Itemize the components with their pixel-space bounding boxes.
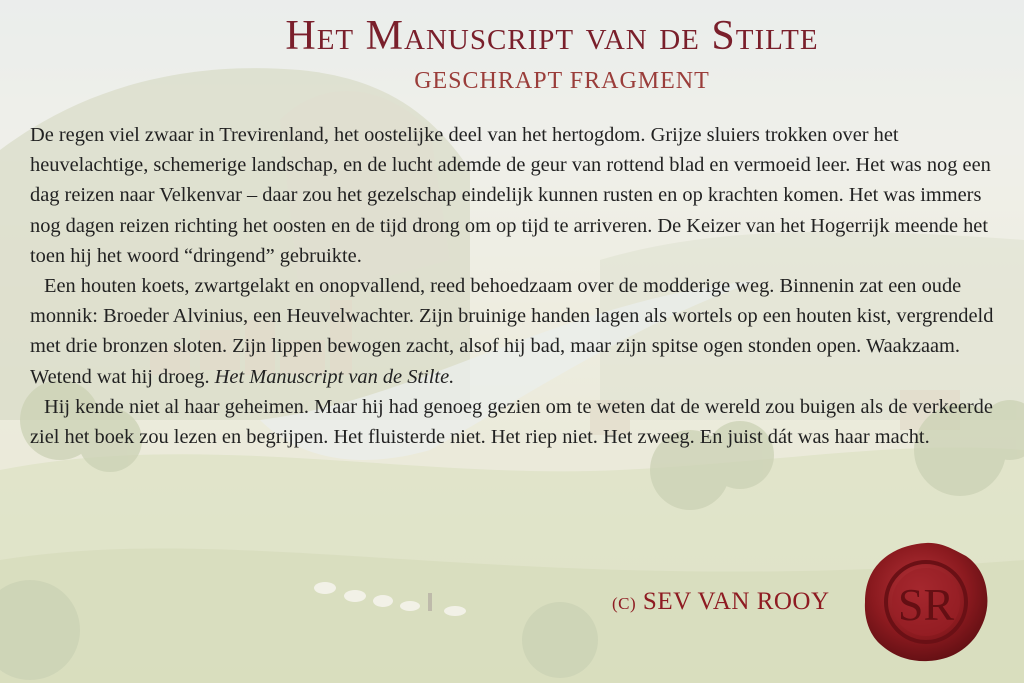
svg-text:SR: SR	[897, 579, 955, 630]
story-paragraph-2-text: Een houten koets, zwartgelakt en onopvallend, reed behoedzaam over de modderige weg. Binnenin zat een oude monnik: Broeder Alvinius, een Heuvelwachter. Zijn bruinige handen lagen als wortels op een houten kist, vergrendeld met drie bronzen sloten. Zijn lippen bewogen zacht, alsof hij bad, maar zijn spitse ogen stonden open. Waakzaam. Wetend wat hij droeg.	[30, 275, 994, 388]
author-name: SEV VAN ROOY	[642, 588, 830, 615]
copyright-symbol: (C)	[612, 594, 637, 613]
manuscript-title-reference: Het Manuscript van de Stilte.	[214, 365, 455, 388]
story-paragraph-1: De regen viel zwaar in Trevirenland, het oostelijke deel van het hertogdom. Grijze sluiers trokken over het heuvelachtige, schemerige landschap, en de lucht ademde de geur van rottend blad en vermoeid leer. Het was nog een dag reizen naar Velkenvar – daar zou het gezelschap eindelijk kunnen rusten en op krachten komen. Het was immers nog dagen reizen richting het oosten en de tijd drong om op tijd te arriveren. De Keizer van het Hogerrijk meende het toen hij het woord “dringend” gebruikte.	[30, 124, 991, 267]
author-credit	[612, 588, 830, 616]
wax-seal-icon	[862, 540, 990, 664]
page-title: Het Manuscript van de Stilte	[285, 13, 819, 59]
story-text	[30, 120, 1005, 452]
story-paragraph-2	[30, 271, 1005, 392]
page-subtitle: GESCHRAPT FRAGMENT	[414, 68, 710, 94]
story-paragraph-3: Hij kende niet al haar geheimen. Maar hij had genoeg gezien om te weten dat de wereld zou buigen als de verkeerde ziel het boek zou lezen en begrijpen. Het fluisterde niet. Het riep niet. Het zweeg. En juist dát was haar macht.	[30, 395, 993, 449]
